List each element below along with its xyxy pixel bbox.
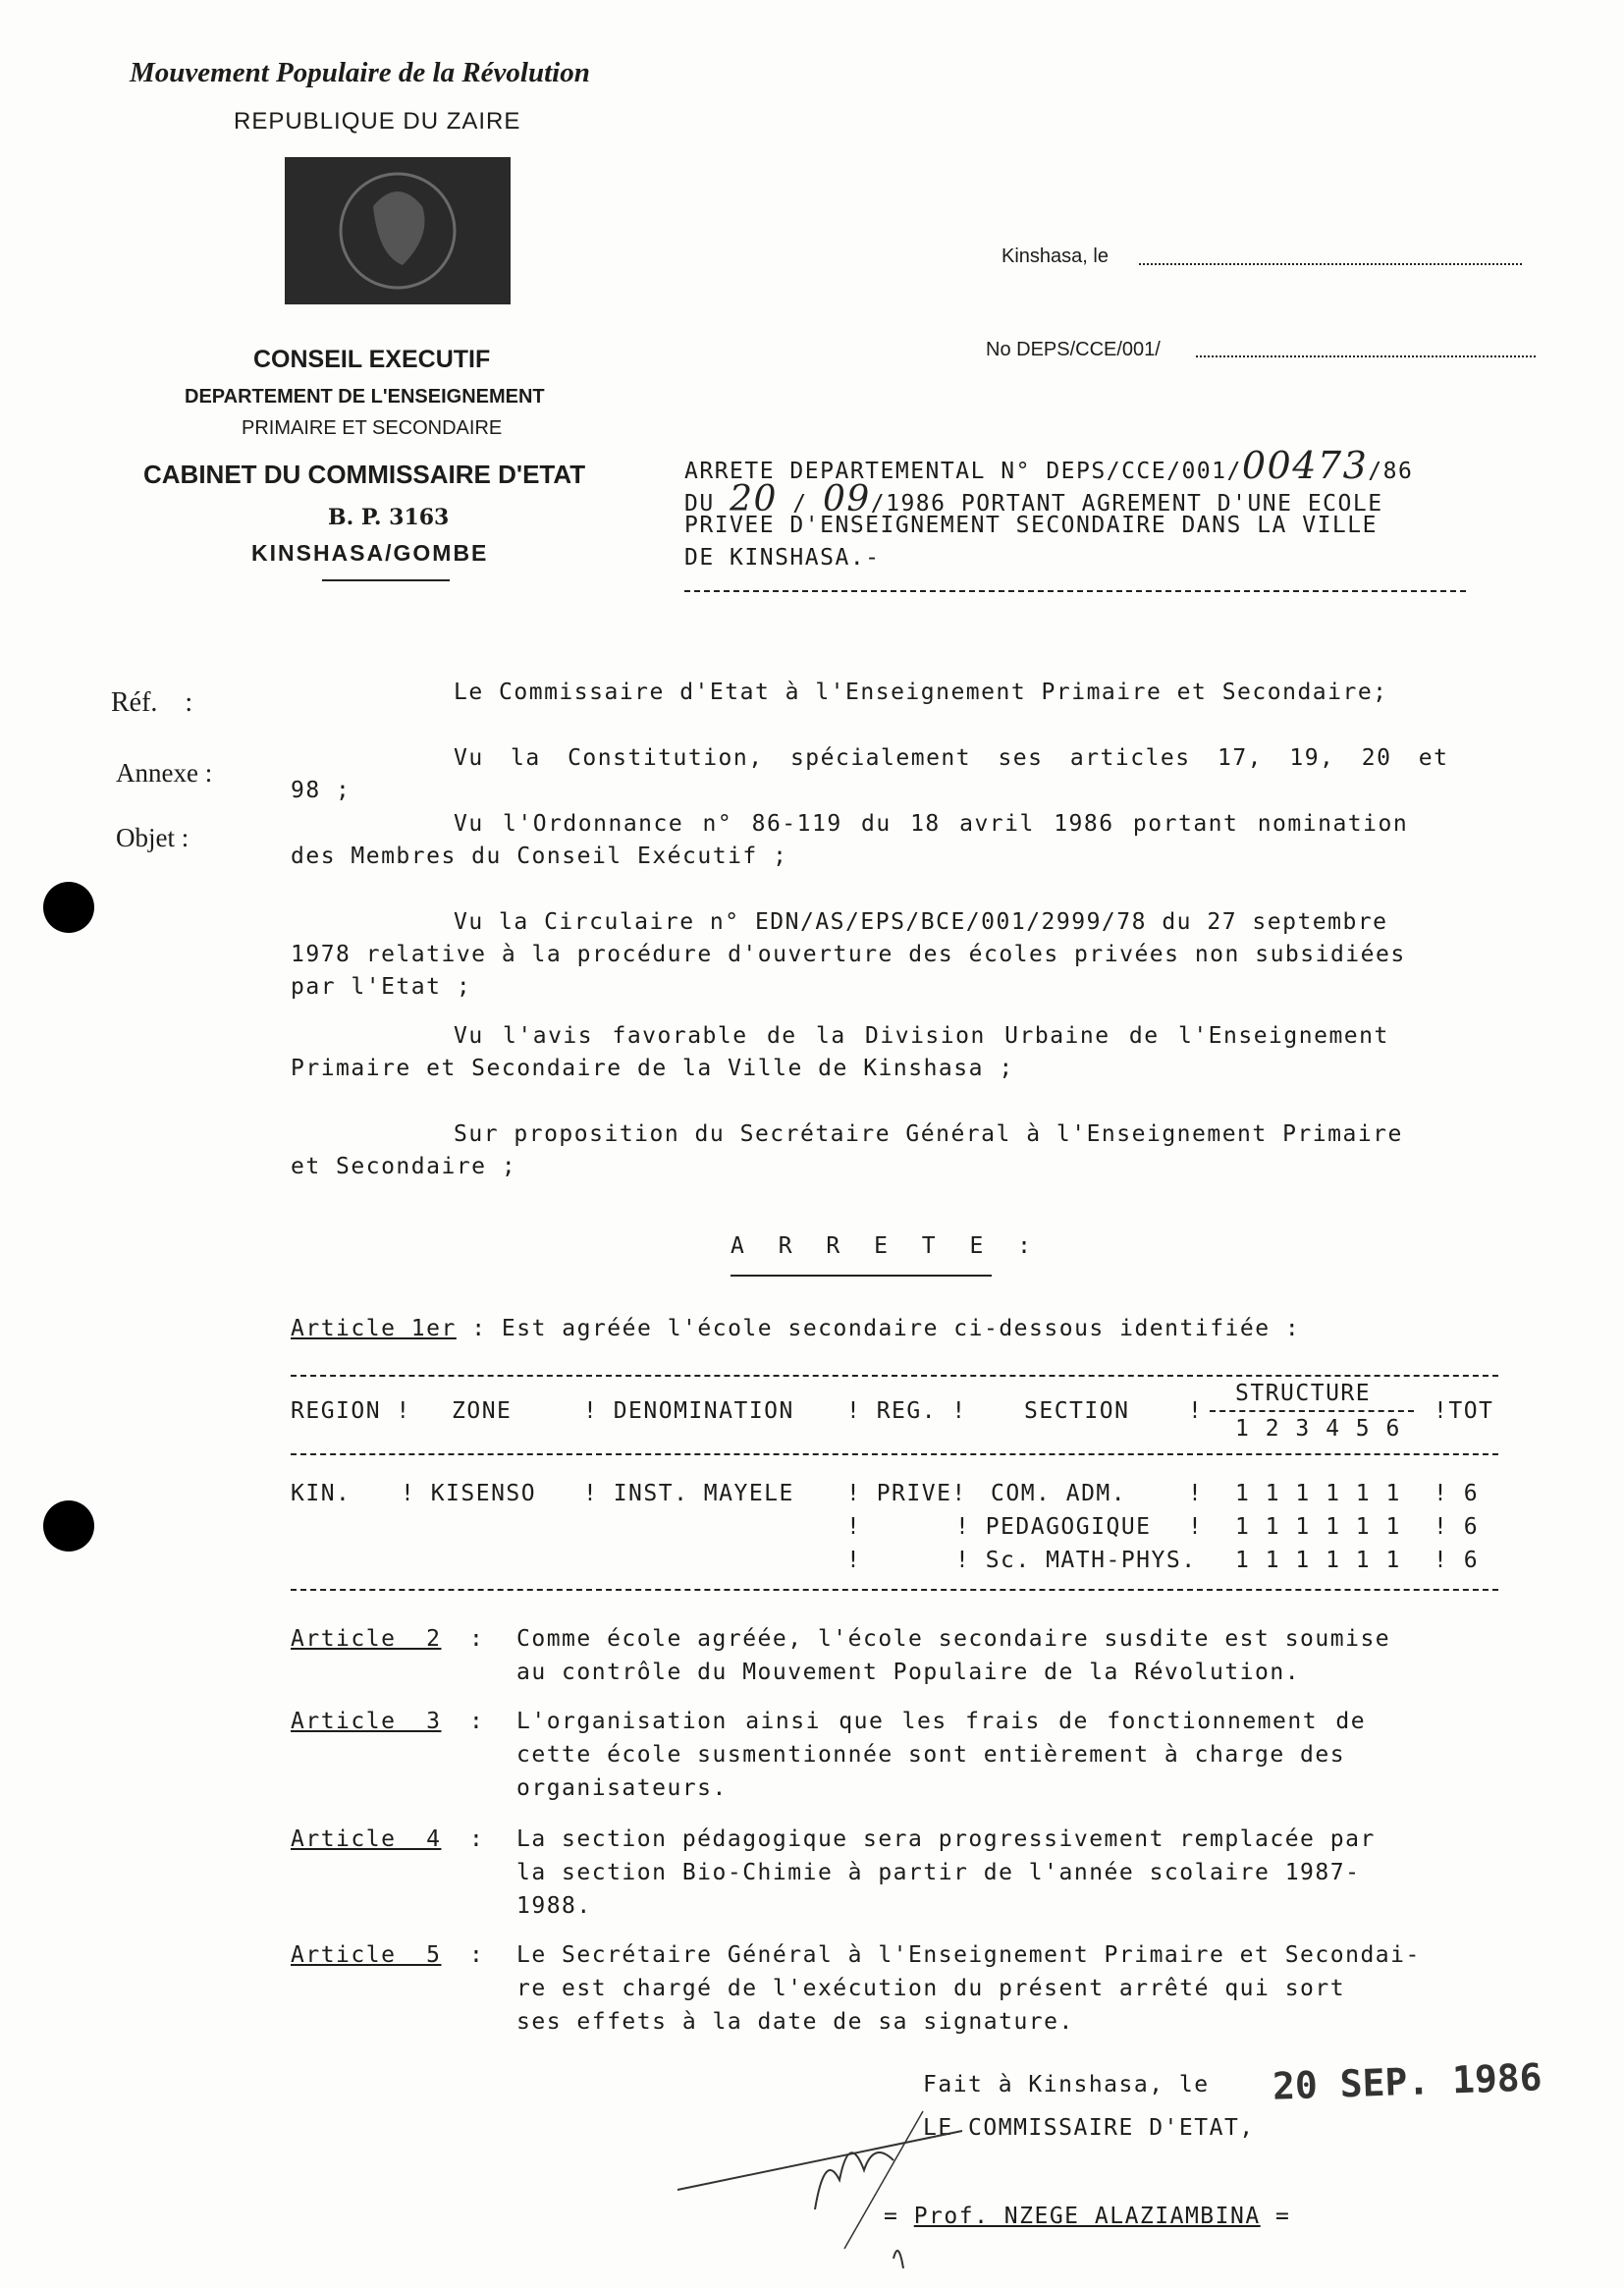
header-denomination: ! DENOMINATION [583,1398,794,1424]
article-3-text-2: cette école susmentionnée sont entièrement à charge des [516,1742,1346,1768]
ordinance-line-2: des Membres du Conseil Exécutif ; [291,844,788,869]
department-line-1: DEPARTEMENT DE L'ENSEIGNEMENT [185,386,545,408]
arrete-underline [731,1275,992,1277]
row1-reg: ! PRIVE! [846,1481,967,1506]
signatory-line: = Prof. NZEGE ALAZIAMBINA = [884,2204,1291,2229]
circular-line-2: 1978 relative à la procédure d'ouverture des écoles privées non subsidiées [291,942,1406,967]
article-3-label: Article 3 [291,1709,442,1734]
reference-number-label: No DEPS/CCE/001/ [986,339,1161,360]
title-line-4: DE KINSHASA.- [684,545,881,571]
article-4-colon: : [469,1826,485,1852]
article-2-text-2: au contrôle du Mouvement Populaire de la Révolution. [516,1660,1301,1685]
header-reg: ! REG. ! [846,1398,967,1424]
annexe-label: Annexe : [116,758,213,788]
article-5-text-2: re est chargé de l'exécution du présent arrêté qui sort [516,1976,1346,2001]
reference-fill-line [1196,355,1536,357]
department-line-2: PRIMAIRE ET SECONDAIRE [242,417,503,439]
row2-reg: ! [846,1514,862,1540]
ordinance-line-1: Vu l'Ordonnance n° 86-119 du 18 avril 1986 portant nomination [454,811,1409,837]
row1-structure: 1 1 1 1 1 1 [1235,1481,1401,1506]
row1-section: COM. ADM. [991,1481,1127,1506]
proposal-line-2: et Secondaire ; [291,1154,517,1179]
circular-line-1: Vu la Circulaire n° EDN/AS/EPS/BCE/001/2999/78 du 27 septembre [454,909,1388,935]
ref-label: Réf. : [111,687,193,718]
handwritten-day: 20 [730,479,778,519]
row3-section: ! Sc. MATH-PHYS. [955,1548,1197,1573]
header-years: 1 2 3 4 5 6 [1235,1416,1401,1442]
title-line-3: PRIVEE D'ENSEIGNEMENT SECONDAIRE DANS LA VILLE [684,513,1378,538]
article-3-text-1: L'organisation ainsi que les frais de fonctionnement de [516,1709,1367,1734]
po-box: B. P. 3163 [328,505,450,530]
row2-total: ! 6 [1434,1514,1480,1540]
article-5-colon: : [469,1942,485,1968]
title-line-2: DU 20 / 09/1986 PORTANT AGREMENT D'UNE ECOLE [684,479,1383,519]
row1-zone: ! KISENSO [401,1481,537,1506]
row2-structure: 1 1 1 1 1 1 [1235,1514,1401,1540]
row1-separator: ! [1188,1481,1204,1506]
table-top-rule [291,1375,1498,1377]
row1-region: KIN. [291,1481,352,1506]
handwritten-month: 09 [822,479,871,519]
article-5-text-1: Le Secrétaire Général à l'Enseignement Primaire et Secondai- [516,1942,1421,1968]
opinion-line-2: Primaire et Secondaire de la Ville de Kinshasa ; [291,1056,1014,1081]
opinion-line-1: Vu l'avis favorable de la Division Urbaine de l'Enseignement [454,1023,1389,1049]
header-structure: STRUCTURE [1235,1381,1372,1406]
row3-reg: ! [846,1548,862,1573]
city-line: KINSHASA/GOMBE [251,540,489,566]
article-3-colon: : [469,1709,485,1734]
place-date-label: Kinshasa, le [1001,245,1109,267]
objet-label: Objet : [116,823,189,852]
article-3-text-3: organisateurs. [516,1775,728,1801]
article-4-text-3: 1988. [516,1893,592,1919]
leopard-emblem-icon [285,157,511,304]
article-4-text-2: la section Bio-Chimie à partir de l'année scolaire 1987- [516,1860,1361,1885]
row2-separator: ! [1188,1514,1204,1540]
council-line: CONSEIL EXECUTIF [253,346,491,373]
article-1-label: Article 1er [291,1316,457,1341]
fait-line: Fait à Kinshasa, le [923,2072,1210,2097]
handwritten-number: 00473 [1241,444,1369,487]
header-region: REGION ! [291,1398,411,1424]
structure-rule [1210,1410,1414,1412]
proposal-line-1: Sur proposition du Secrétaire Général à l'Enseignement Primaire [454,1121,1403,1147]
title-line-1: ARRETE DEPARTEMENTAL N° DEPS/CCE/001/00473/86 [684,444,1414,487]
constitution-line-2: 98 ; [291,778,352,803]
article-1-line: Article 1er : Est agréée l'école secondaire ci-dessous identifiée : [291,1316,1301,1341]
date-fill-line [1139,263,1522,265]
republic-line: REPUBLIQUE DU ZAIRE [234,108,521,135]
commissaire-line: LE COMMISSAIRE D'ETAT, [923,2115,1255,2141]
constitution-line-1: Vu la Constitution, spécialement ses articles 17, 19, 20 et [454,745,1449,771]
article-5-text-3: ses effets à la date de sa signature. [516,2009,1074,2035]
article-2-text-1: Comme école agréée, l'école secondaire susdite est soumise [516,1626,1391,1652]
handwritten-signature [668,2092,982,2278]
cabinet-line: CABINET DU COMMISSAIRE D'ETAT [143,460,586,489]
preamble-line: Le Commissaire d'Etat à l'Enseignement Primaire et Secondaire; [454,680,1388,705]
article-4-label: Article 4 [291,1826,442,1852]
signatory-name: Prof. NZEGE ALAZIAMBINA [913,2204,1261,2229]
header-total: !TOT [1434,1398,1494,1424]
row3-total: ! 6 [1434,1548,1480,1573]
header-zone: ZONE [452,1398,513,1424]
row2-section: ! PEDAGOGIQUE [955,1514,1152,1540]
header-separator: ! [1188,1398,1204,1424]
row1-total: ! 6 [1434,1481,1480,1506]
article-2-colon: : [469,1626,485,1652]
city-underline [322,579,450,581]
arrete-heading: A R R E T E : [731,1233,1033,1259]
header-section: SECTION [1024,1398,1130,1424]
mpr-heading: Mouvement Populaire de la Révolution [130,57,590,88]
title-rule [684,590,1466,592]
article-5-label: Article 5 [291,1942,442,1968]
article-2-label: Article 2 [291,1626,442,1652]
punch-hole-top [43,882,94,933]
row3-structure: 1 1 1 1 1 1 [1235,1548,1401,1573]
row1-denomination: ! INST. MAYELE [583,1481,794,1506]
article-4-text-1: La section pédagogique sera progressivement remplacée par [516,1826,1376,1852]
emblem-image [285,157,511,304]
table-bottom-rule [291,1589,1498,1591]
table-header-rule [291,1453,1498,1455]
circular-line-3: par l'Etat ; [291,974,472,1000]
punch-hole-bottom [43,1500,94,1552]
date-stamp: 20 SEP. 1986 [1272,2055,1543,2108]
